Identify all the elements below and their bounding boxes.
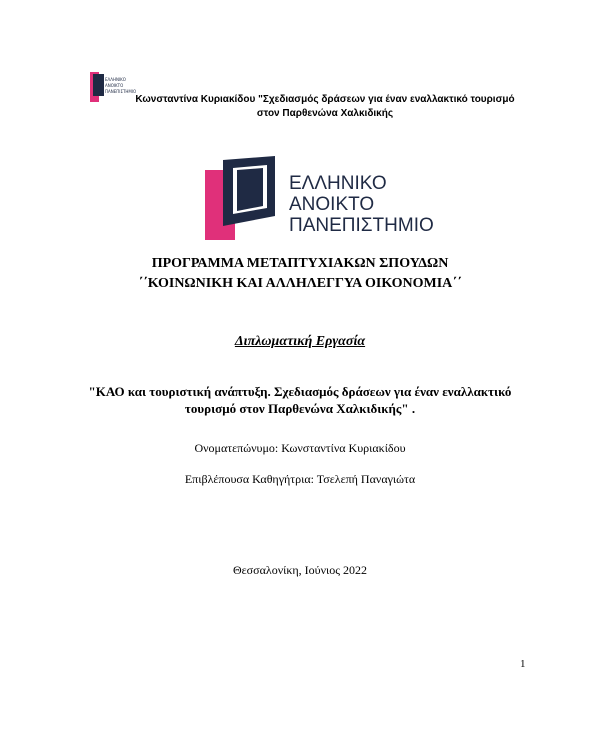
running-header-line-1: Κωνσταντίνα Κυριακίδου "Σχεδιασμός δράσεων για έναν εναλλακτικό τουρισμό	[135, 94, 515, 105]
logo-text-line-1: ΕΛΛΗΝΙΚΟ	[289, 173, 387, 194]
running-header-line-2: στον Παρθενώνα Χαλκιδικής	[256, 108, 394, 119]
thesis-title	[0, 383, 600, 417]
logo-text-line-2: ΑΝΟΙΚΤΟ	[289, 194, 375, 215]
header-logo-text-1: ΕΛΛΗΝΙΚΟ	[105, 77, 126, 82]
running-header	[120, 93, 530, 121]
logo-text-line-3: ΠΑΝΕΠΙΣΤΗΜΙΟ	[289, 215, 434, 236]
header-logo-text-2: ΑΝΟΙΚΤΟ	[105, 83, 124, 88]
header-logo	[90, 72, 137, 102]
page-number: 1	[520, 658, 526, 670]
program-line-1: ΠΡΟΓΡΑΜΜΑ ΜΕΤΑΠΤΥΧΙΑΚΩΝ ΣΠΟΥΔΩΝ	[151, 256, 449, 271]
program-heading	[0, 254, 600, 294]
university-logo	[205, 156, 435, 240]
header-logo-text-3: ΠΑΝΕΠΙΣΤΗΜΙΟ	[105, 89, 137, 94]
thesis-label: Διπλωματική Εργασία	[234, 334, 366, 349]
thesis-title-line-1: "ΚΑΟ και τουριστική ανάπτυξη. Σχεδιασμός δράσεων για έναν εναλλακτικό	[88, 384, 512, 399]
program-line-2: ΄΄ΚΟΙΝΩΝΙΚΗ ΚΑΙ ΑΛΛΗΛΕΓΓΥΑ ΟΙΚΟΝΟΜΙΑ΄΄	[138, 276, 462, 291]
thesis-title-line-2: τουρισμό στον Παρθενώνα Χαλκιδικής" .	[184, 401, 416, 416]
place-date: Θεσσαλονίκη, Ιούνιος 2022	[232, 563, 368, 577]
supervisor-name: Επιβλέπουσα Καθηγήτρια: Τσελεπή Παναγιώτα	[184, 472, 416, 486]
author-name: Ονοματεπώνυμο: Κωνσταντίνα Κυριακίδου	[194, 441, 406, 455]
